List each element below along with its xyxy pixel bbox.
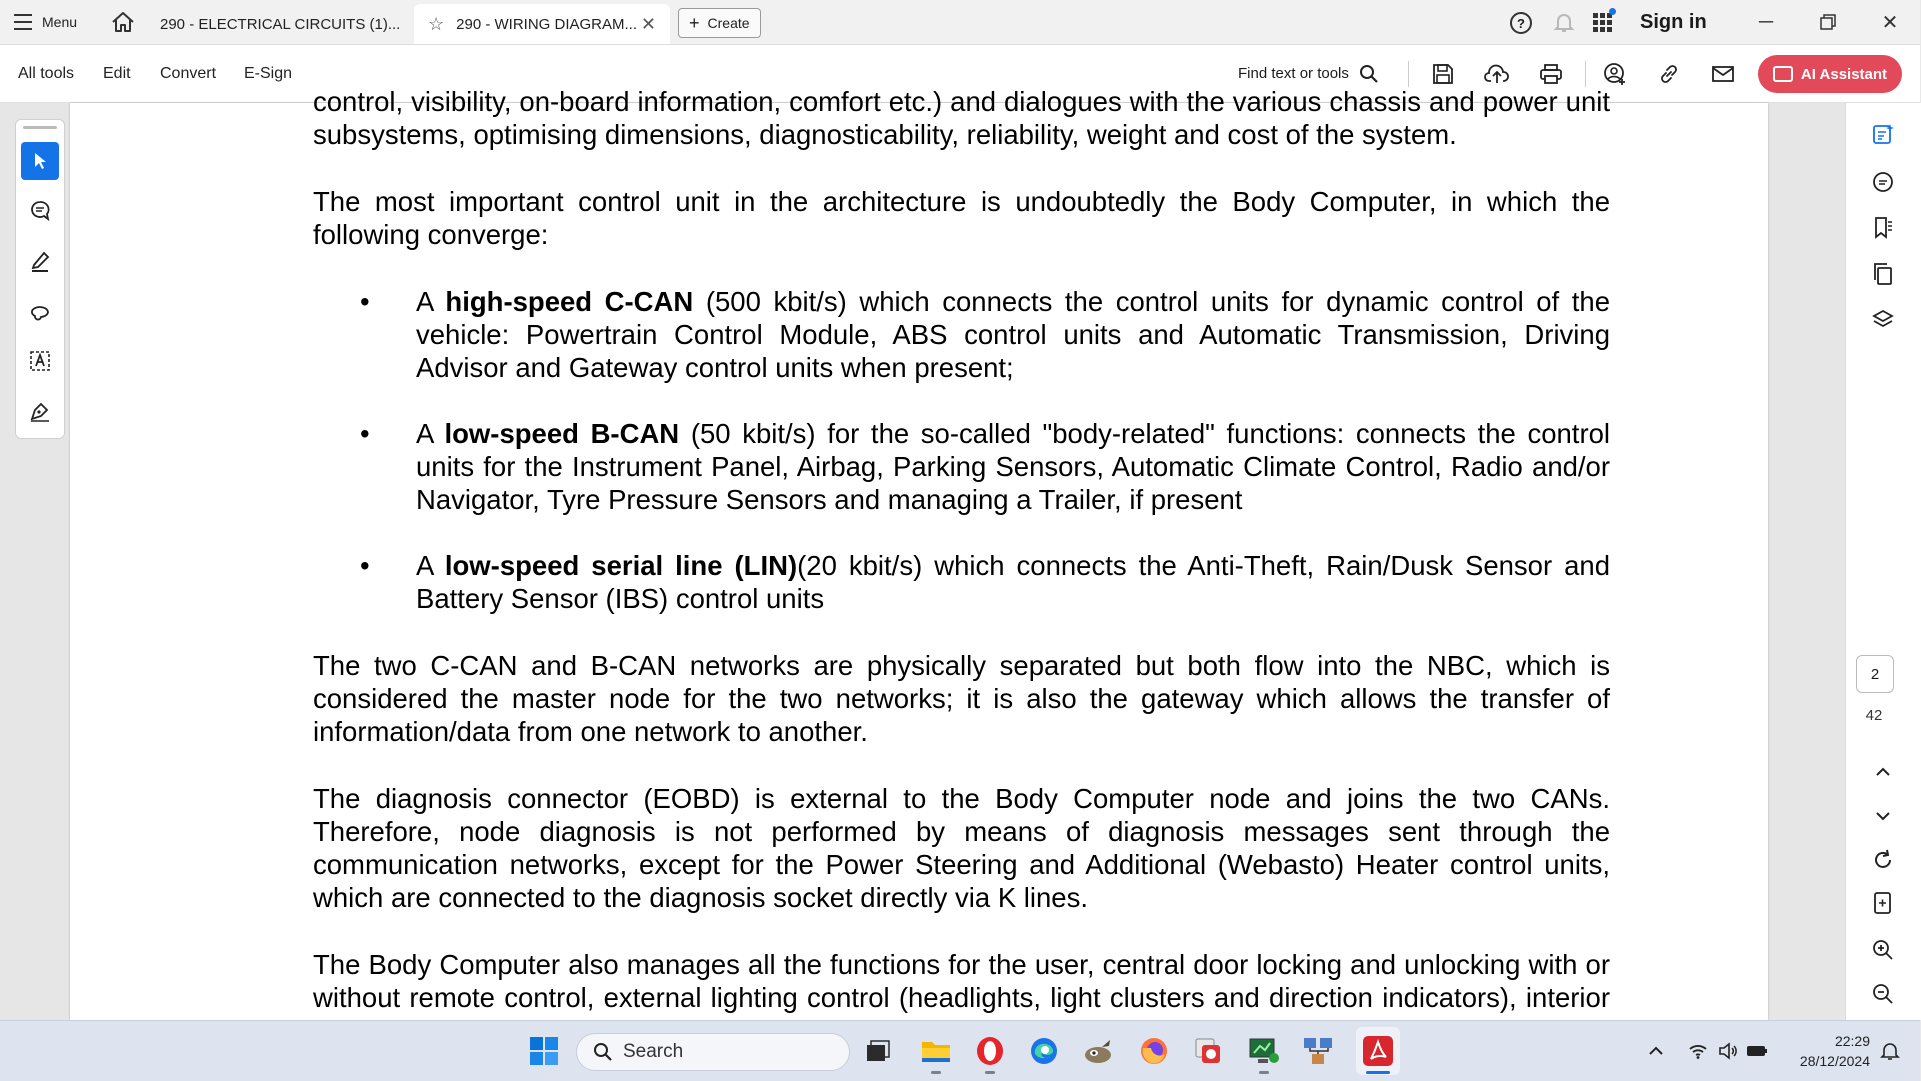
chevron-up-icon (1648, 1046, 1664, 1056)
total-pages: 42 (1865, 707, 1883, 724)
tab-label: 290 - ELECTRICAL CIRCUITS (1)... (160, 15, 401, 33)
tab-label: 290 - WIRING DIAGRAM... (456, 15, 637, 33)
list-item: • A low-speed serial line (LIN)(20 kbit/s) which connects the Anti-Theft, Rain/Dusk Sensor and Battery Sensor (IBS) control units (416, 549, 1610, 615)
network-tool-icon[interactable] (1302, 1035, 1334, 1067)
notification-center-icon[interactable] (1880, 1021, 1900, 1081)
generative-summary-icon[interactable] (1868, 119, 1898, 149)
tab-wiring-diagram[interactable] (414, 4, 670, 44)
ai-assistant-label: AI Assistant (1800, 65, 1888, 83)
file-explorer-icon[interactable] (920, 1035, 952, 1067)
stack-app-icon[interactable] (1192, 1035, 1224, 1067)
bell-icon[interactable] (1552, 10, 1576, 34)
task-view-icon[interactable] (862, 1035, 894, 1067)
network-list (313, 285, 1610, 615)
paragraph-networks: The two C-CAN and B-CAN networks are physically separated but both flow into the NBC, which is considered the master node for the two networks; it is also the gateway which allows the transfer of information/data from one network to another. (313, 650, 1610, 747)
esign-menu[interactable]: E-Sign (244, 64, 293, 82)
plus-icon: + (689, 12, 700, 33)
wifi-icon[interactable] (1688, 1021, 1708, 1081)
comments-panel-icon[interactable] (1868, 167, 1898, 197)
home-icon (111, 11, 135, 33)
document-viewer[interactable] (0, 86, 1920, 1020)
pdf-page[interactable] (70, 86, 1768, 1020)
all-tools-menu[interactable]: All tools (18, 64, 75, 82)
right-side-panel (1845, 103, 1921, 1020)
find-label: Find text or tools (1238, 65, 1349, 82)
highlight-tool-button[interactable] (21, 242, 59, 280)
upload-cloud-icon[interactable] (1484, 61, 1510, 87)
window-close-icon[interactable]: ✕ (1881, 11, 1899, 34)
paragraph-intro: control, visibility, on-board information, comfort etc.) and dialogues with the various chassis and power unit subsystems, optimising dimensions, diagnosticability, reliability, weight and cost of the system. (313, 86, 1610, 150)
cursor-arrow-icon (31, 151, 49, 171)
search-label: Search (623, 1041, 684, 1062)
create-label: Create (707, 15, 750, 31)
acrobat-icon[interactable] (1362, 1035, 1394, 1067)
list-item: • A high-speed C-CAN (500 kbit/s) which connects the control units for dynamic control of the vehicle: Powertrain Control Module, ABS control units and Automatic Transmission, Driving Advisor and Gateway control units when present; (416, 285, 1610, 384)
zoom-in-icon[interactable] (1868, 935, 1898, 965)
home-button[interactable] (108, 0, 138, 44)
link-icon[interactable] (1656, 61, 1682, 87)
paragraph-body-computer: The most important control unit in the architecture is undoubtedly the Body Computer, in which the following converge: (313, 186, 1610, 250)
next-page-icon[interactable] (1868, 801, 1898, 831)
edit-menu[interactable]: Edit (103, 64, 131, 82)
ai-assistant-icon (1773, 66, 1793, 82)
previous-page-icon[interactable] (1868, 757, 1898, 787)
notification-dot (1609, 8, 1616, 15)
comment-tool-button[interactable] (21, 192, 59, 230)
hamburger-icon (14, 14, 32, 30)
comment-icon (29, 200, 51, 222)
tab-electrical-circuits[interactable] (146, 4, 410, 44)
gimp-icon[interactable] (1082, 1035, 1114, 1067)
bookmarks-icon[interactable] (1868, 213, 1898, 243)
search-icon (1359, 64, 1379, 84)
page-thumbnails-icon[interactable] (1868, 259, 1898, 289)
paragraph-functions: The Body Computer also manages all the functions for the user, central door locking and unlocking with or without remote control, external lighting control (headlights, light clusters and direction indicators), interior (313, 949, 1610, 1013)
print-icon[interactable] (1538, 61, 1564, 87)
firefox-icon[interactable] (1138, 1035, 1170, 1067)
page-text (313, 85, 1610, 1081)
help-icon[interactable]: ? (1510, 12, 1532, 34)
close-tab-icon[interactable]: ✕ (640, 13, 656, 34)
fountain-pen-icon (29, 400, 51, 422)
title-tab-bar (0, 0, 1920, 45)
fit-page-icon[interactable] (1868, 888, 1898, 918)
current-page-input[interactable]: 2 (1856, 655, 1894, 693)
windows-start-icon[interactable] (528, 1035, 560, 1067)
share-user-icon[interactable] (1602, 61, 1628, 87)
email-icon[interactable] (1710, 61, 1736, 87)
windows-taskbar (0, 1020, 1920, 1081)
quick-tools-rail (15, 119, 65, 439)
system-clock[interactable] (1780, 1031, 1870, 1071)
create-button[interactable] (678, 8, 761, 38)
lasso-icon (29, 300, 51, 322)
ai-assistant-button[interactable] (1758, 55, 1902, 93)
sign-in-button[interactable]: Sign in (1640, 10, 1707, 33)
show-hidden-icons[interactable] (1648, 1021, 1664, 1081)
volume-icon[interactable] (1718, 1021, 1738, 1081)
select-tool-button[interactable] (21, 142, 59, 180)
text-box-icon (29, 350, 51, 372)
pen-highlight-icon (29, 250, 51, 272)
clock-date: 28/12/2024 (1799, 1053, 1870, 1069)
minimize-icon[interactable]: ─ (1758, 10, 1774, 33)
apps-grid-icon[interactable] (1590, 10, 1614, 34)
clock-time: 22:29 (1834, 1033, 1870, 1049)
layers-icon[interactable] (1868, 305, 1898, 335)
convert-menu[interactable]: Convert (160, 64, 217, 82)
list-item: • A low-speed B-CAN (50 kbit/s) for the so-called "body-related" functions: connects the control units for the Instrument Panel, Airbag, Parking Sensors, Automatic Climate Control, Radio and/or Navigator, Tyre Pressure Sensors and managing a Trailer, if present (416, 417, 1610, 516)
save-icon[interactable] (1430, 61, 1456, 87)
menu-label: Menu (42, 14, 78, 30)
rotate-icon[interactable] (1868, 845, 1898, 875)
draw-tool-button[interactable] (21, 292, 59, 330)
restore-icon[interactable] (1800, 0, 1856, 44)
zoom-out-icon[interactable] (1868, 979, 1898, 1009)
text-tool-button[interactable] (21, 342, 59, 380)
sign-tool-button[interactable] (21, 392, 59, 430)
menu-button[interactable] (14, 0, 77, 44)
drag-handle[interactable] (23, 126, 57, 129)
search-icon (593, 1042, 613, 1062)
taskbar-search-box[interactable] (576, 1033, 850, 1071)
monitor-app-icon[interactable] (1248, 1035, 1280, 1067)
opera-browser-icon[interactable] (974, 1035, 1006, 1067)
star-icon[interactable]: ☆ (428, 13, 445, 34)
edge-browser-icon[interactable] (1028, 1035, 1060, 1067)
battery-icon[interactable] (1746, 1021, 1768, 1081)
paragraph-diagnosis: The diagnosis connector (EOBD) is external to the Body Computer node and joins the two CANs. Therefore, node diagnosis is not performed by means of diagnosis messages sent through the communication networks, except for the Power Steering and Additional (Webasto) Heater control units, which are connected to the diagnosis socket directly via K lines. (313, 783, 1610, 913)
